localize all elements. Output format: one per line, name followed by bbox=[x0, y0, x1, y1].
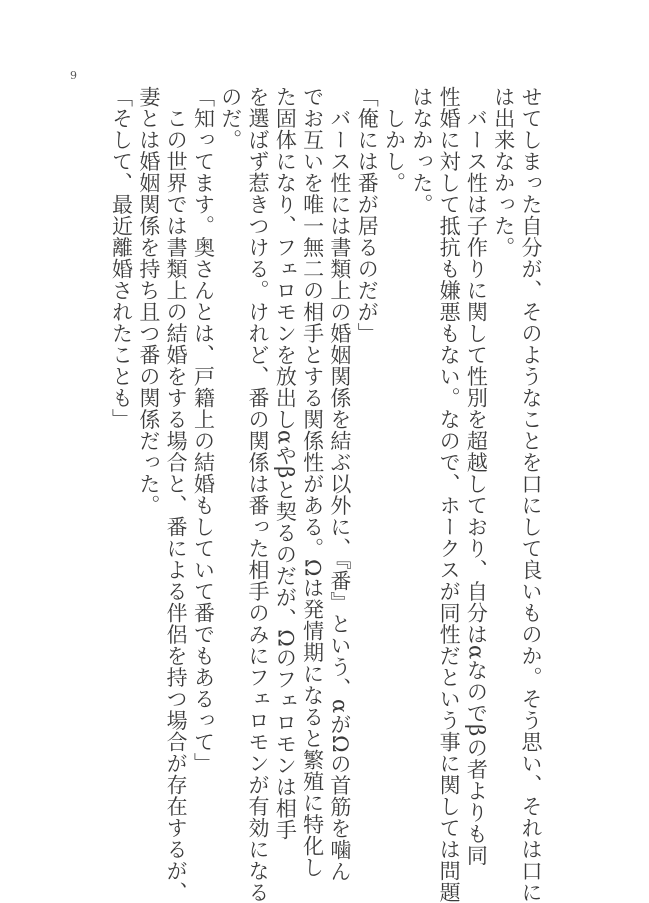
text-line: バース性は子作りに関して性別を超越しており、自分はαなのでβの者よりも同 bbox=[464, 86, 489, 866]
text-line: た固体になり、フェロモンを放出しαやβと契るのだが、Ωのフェロモンは相手 bbox=[273, 86, 298, 841]
text-line: しかし。 bbox=[382, 86, 407, 194]
text-line: 性婚に対して抵抗も嫌悪もない。なので、ホークスが同性だという事に関しては問題 bbox=[437, 86, 462, 903]
page-number: 9 bbox=[70, 69, 77, 82]
text-line: この世界では書類上の結婚をする場合と、番による伴侶を持つ場合が存在するが、 bbox=[164, 86, 189, 903]
text-line: 「知ってます。奥さんとは、戸籍上の結婚もしていて番でもあるって」 bbox=[191, 86, 216, 774]
text-line: を選ばず惹きつける。けれど、番の関係は番った相手のみにフェロモンが有効になる bbox=[246, 86, 271, 903]
text-line: せてしまった自分が、そのようなことを口にして良いものか。そう思い、それは口に bbox=[519, 86, 543, 903]
text-line: 「そして、最近離婚されたことも」 bbox=[109, 86, 134, 430]
text-line: バース性には書類上の婚姻関係を結ぶ以外に、『番』という、αがΩの首筋を噛ん bbox=[327, 86, 352, 883]
vertical-text-body bbox=[107, 86, 544, 903]
text-line: のだ。 bbox=[218, 86, 243, 151]
text-line: はなかった。 bbox=[409, 86, 434, 215]
text-line: 妻とは婚姻関係を持ち且つ番の関係だった。 bbox=[136, 86, 161, 516]
text-line: でお互いを唯一無二の相手とする関係性がある。Ωは発情期になると繁殖に特化し bbox=[300, 86, 325, 878]
text-line: は出来なかった。 bbox=[491, 86, 516, 258]
text-line: 「俺には番が居るのだが」 bbox=[355, 86, 380, 344]
